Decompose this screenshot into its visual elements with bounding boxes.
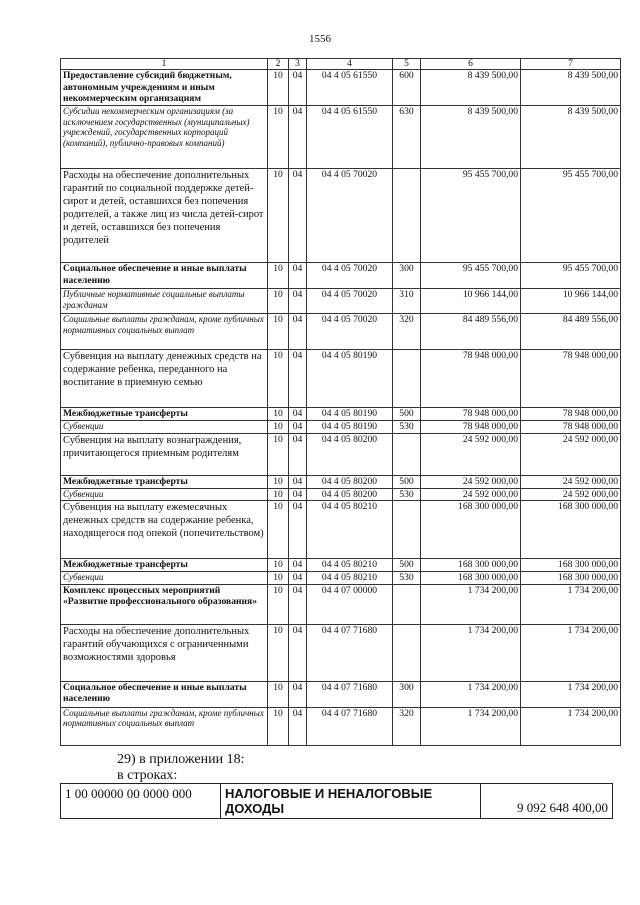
row-name: Субвенция на выплату вознаграждения, причитающегося приемным родителям: [61, 433, 268, 475]
summary-code: 1 00 00000 00 0000 000: [61, 784, 221, 819]
expense-type-code: 530: [393, 488, 421, 501]
column-header: 3: [289, 59, 307, 70]
amount-col6: 78 948 000,00: [421, 350, 521, 408]
section-code: 10: [268, 501, 289, 559]
table-row: [61, 559, 621, 572]
subsection-code: 04: [289, 559, 307, 572]
section-code: 10: [268, 421, 289, 434]
section-code: 10: [268, 408, 289, 421]
amount-col7: 95 455 700,00: [521, 263, 621, 289]
target-article-code: 04 4 05 61550: [307, 106, 393, 169]
expense-type-code: [393, 624, 421, 681]
target-article-code: 04 4 05 80200: [307, 433, 393, 475]
row-name: Субсидии некоммерческим организациям (за исключением государственных (муниципальных) учреждений, государственных корпораций (компаний), публично-правовых компаний): [61, 106, 268, 169]
amount-col6: 10 966 144,00: [421, 289, 521, 314]
row-name: Социальное обеспечение и иные выплаты населению: [61, 681, 268, 707]
amount-col6: 8 439 500,00: [421, 106, 521, 169]
table-row: [61, 584, 621, 624]
table-row: [61, 501, 621, 559]
section-code: 10: [268, 475, 289, 488]
table-row: [61, 106, 621, 169]
subsection-code: 04: [289, 289, 307, 314]
amount-col6: 95 455 700,00: [421, 263, 521, 289]
row-name: Межбюджетные трансферты: [61, 559, 268, 572]
row-name: Субвенция на выплату денежных средств на содержание ребенка, переданного на воспитание в приемную семью: [61, 350, 268, 408]
summary-name: НАЛОГОВЫЕ И НЕНАЛОГОВЫЕ ДОХОДЫ: [221, 784, 481, 819]
table-row: [61, 350, 621, 408]
table-row: [61, 488, 621, 501]
row-name: Субвенции: [61, 572, 268, 585]
table-row: [61, 433, 621, 475]
amount-col6: 24 592 000,00: [421, 488, 521, 501]
section-code: 10: [268, 169, 289, 263]
amount-col7: 168 300 000,00: [521, 501, 621, 559]
section-code: 10: [268, 584, 289, 624]
expense-type-code: [393, 433, 421, 475]
amount-col7: 1 734 200,00: [521, 707, 621, 745]
table-row: [61, 707, 621, 745]
row-name: Комплекс процессных мероприятий «Развитие профессионального образования»: [61, 584, 268, 624]
row-name: Межбюджетные трансферты: [61, 475, 268, 488]
table-row: [61, 421, 621, 434]
section-code: 10: [268, 289, 289, 314]
row-name: Публичные нормативные социальные выплаты гражданам: [61, 289, 268, 314]
expense-type-code: 530: [393, 572, 421, 585]
table-row: [61, 572, 621, 585]
subsection-code: 04: [289, 263, 307, 289]
section-code: 10: [268, 559, 289, 572]
row-name: Субвенция на выплату ежемесячных денежных средств на содержание ребенка, находящегося под опекой (попечительством): [61, 501, 268, 559]
subsection-code: 04: [289, 106, 307, 169]
target-article-code: 04 4 05 70020: [307, 289, 393, 314]
amount-col6: 168 300 000,00: [421, 501, 521, 559]
expense-type-code: 530: [393, 421, 421, 434]
amount-col7: 8 439 500,00: [521, 106, 621, 169]
amendment-rows-label: в строках:: [117, 768, 178, 783]
amount-col7: 95 455 700,00: [521, 169, 621, 263]
target-article-code: 04 4 05 80210: [307, 501, 393, 559]
subsection-code: 04: [289, 314, 307, 350]
amount-col6: 84 489 556,00: [421, 314, 521, 350]
row-name: Межбюджетные трансферты: [61, 408, 268, 421]
target-article-code: 04 4 05 80200: [307, 488, 393, 501]
row-name: Субвенции: [61, 421, 268, 434]
summary-row: [61, 784, 613, 819]
table-row: [61, 289, 621, 314]
row-name: Социальные выплаты гражданам, кроме публичных нормативных социальных выплат: [61, 314, 268, 350]
summary-amount: 9 092 648 400,00: [481, 784, 613, 819]
amount-col7: 168 300 000,00: [521, 559, 621, 572]
table-row: [61, 314, 621, 350]
target-article-code: 04 4 05 80210: [307, 572, 393, 585]
subsection-code: 04: [289, 584, 307, 624]
amount-col7: 24 592 000,00: [521, 433, 621, 475]
row-name: Социальное обеспечение и иные выплаты населению: [61, 263, 268, 289]
row-name: Предоставление субсидий бюджетным, автономным учреждениям и иным некоммерческим организациям: [61, 70, 268, 106]
subsection-code: 04: [289, 707, 307, 745]
expense-type-code: 630: [393, 106, 421, 169]
table-row: [61, 408, 621, 421]
subsection-code: 04: [289, 681, 307, 707]
column-header: 2: [268, 59, 289, 70]
target-article-code: 04 4 05 80200: [307, 475, 393, 488]
row-name: Субвенции: [61, 488, 268, 501]
amount-col6: 78 948 000,00: [421, 421, 521, 434]
column-header: 4: [307, 59, 393, 70]
section-code: 10: [268, 70, 289, 106]
expense-type-code: 320: [393, 314, 421, 350]
subsection-code: 04: [289, 624, 307, 681]
subsection-code: 04: [289, 350, 307, 408]
amount-col7: 78 948 000,00: [521, 421, 621, 434]
section-code: 10: [268, 681, 289, 707]
column-header: 1: [61, 59, 268, 70]
section-code: 10: [268, 572, 289, 585]
amount-col6: 24 592 000,00: [421, 433, 521, 475]
expense-type-code: 310: [393, 289, 421, 314]
row-name: Расходы на обеспечение дополнительных гарантий по социальной поддержке детей-сирот и детей, оставшихся без попечения родителей, а также лиц из числа детей-сирот и детей, оставшихся без попечения родителей: [61, 169, 268, 263]
target-article-code: 04 4 05 70020: [307, 169, 393, 263]
amount-col7: 24 592 000,00: [521, 475, 621, 488]
target-article-code: 04 4 05 61550: [307, 70, 393, 106]
table-row: [61, 681, 621, 707]
subsection-code: 04: [289, 408, 307, 421]
target-article-code: 04 4 05 80210: [307, 559, 393, 572]
subsection-code: 04: [289, 421, 307, 434]
target-article-code: 04 4 07 71680: [307, 681, 393, 707]
subsection-code: 04: [289, 501, 307, 559]
expense-type-code: [393, 350, 421, 408]
section-code: 10: [268, 314, 289, 350]
target-article-code: 04 4 07 00000: [307, 584, 393, 624]
target-article-code: 04 4 07 71680: [307, 624, 393, 681]
budget-table: [60, 58, 621, 746]
expense-type-code: [393, 501, 421, 559]
target-article-code: 04 4 05 80190: [307, 408, 393, 421]
subsection-code: 04: [289, 572, 307, 585]
expense-type-code: 320: [393, 707, 421, 745]
column-header: 6: [421, 59, 521, 70]
table-row: [61, 475, 621, 488]
table-row: [61, 70, 621, 106]
amount-col7: 168 300 000,00: [521, 572, 621, 585]
amount-col7: 8 439 500,00: [521, 70, 621, 106]
amount-col6: 1 734 200,00: [421, 584, 521, 624]
amount-col7: 84 489 556,00: [521, 314, 621, 350]
amount-col7: 1 734 200,00: [521, 681, 621, 707]
amount-col6: 95 455 700,00: [421, 169, 521, 263]
column-header: 7: [521, 59, 621, 70]
section-code: 10: [268, 263, 289, 289]
column-header: 5: [393, 59, 421, 70]
amount-col6: 1 734 200,00: [421, 681, 521, 707]
table-row: [61, 169, 621, 263]
subsection-code: 04: [289, 475, 307, 488]
expense-type-code: [393, 584, 421, 624]
table-row: [61, 624, 621, 681]
amount-col6: 8 439 500,00: [421, 70, 521, 106]
amount-col7: 1 734 200,00: [521, 584, 621, 624]
amount-col6: 168 300 000,00: [421, 559, 521, 572]
subsection-code: 04: [289, 70, 307, 106]
table-header-row: [61, 59, 621, 70]
expense-type-code: 300: [393, 263, 421, 289]
row-name: Расходы на обеспечение дополнительных гарантий обучающихся с ограниченными возможностями здоровья: [61, 624, 268, 681]
expense-type-code: 500: [393, 408, 421, 421]
subsection-code: 04: [289, 169, 307, 263]
amendment-intro: [117, 752, 244, 784]
expense-type-code: 500: [393, 559, 421, 572]
target-article-code: 04 4 05 70020: [307, 263, 393, 289]
subsection-code: 04: [289, 433, 307, 475]
section-code: 10: [268, 106, 289, 169]
amount-col6: 168 300 000,00: [421, 572, 521, 585]
subsection-code: 04: [289, 488, 307, 501]
amount-col6: 1 734 200,00: [421, 624, 521, 681]
expense-type-code: 500: [393, 475, 421, 488]
section-code: 10: [268, 433, 289, 475]
expense-type-code: 600: [393, 70, 421, 106]
amount-col7: 1 734 200,00: [521, 624, 621, 681]
amount-col6: 1 734 200,00: [421, 707, 521, 745]
amount-col6: 78 948 000,00: [421, 408, 521, 421]
target-article-code: 04 4 05 70020: [307, 314, 393, 350]
expense-type-code: 300: [393, 681, 421, 707]
expense-type-code: [393, 169, 421, 263]
target-article-code: 04 4 05 80190: [307, 350, 393, 408]
amount-col7: 24 592 000,00: [521, 488, 621, 501]
amount-col7: 78 948 000,00: [521, 408, 621, 421]
income-summary-table: [60, 783, 613, 819]
section-code: 10: [268, 488, 289, 501]
section-code: 10: [268, 707, 289, 745]
target-article-code: 04 4 05 80190: [307, 421, 393, 434]
section-code: 10: [268, 350, 289, 408]
table-row: [61, 263, 621, 289]
target-article-code: 04 4 07 71680: [307, 707, 393, 745]
amount-col7: 78 948 000,00: [521, 350, 621, 408]
row-name: Социальные выплаты гражданам, кроме публичных нормативных социальных выплат: [61, 707, 268, 745]
amendment-item-text: 29) в приложении 18:: [117, 752, 245, 767]
page-number: 1556: [309, 33, 331, 45]
amount-col6: 24 592 000,00: [421, 475, 521, 488]
section-code: 10: [268, 624, 289, 681]
amount-col7: 10 966 144,00: [521, 289, 621, 314]
